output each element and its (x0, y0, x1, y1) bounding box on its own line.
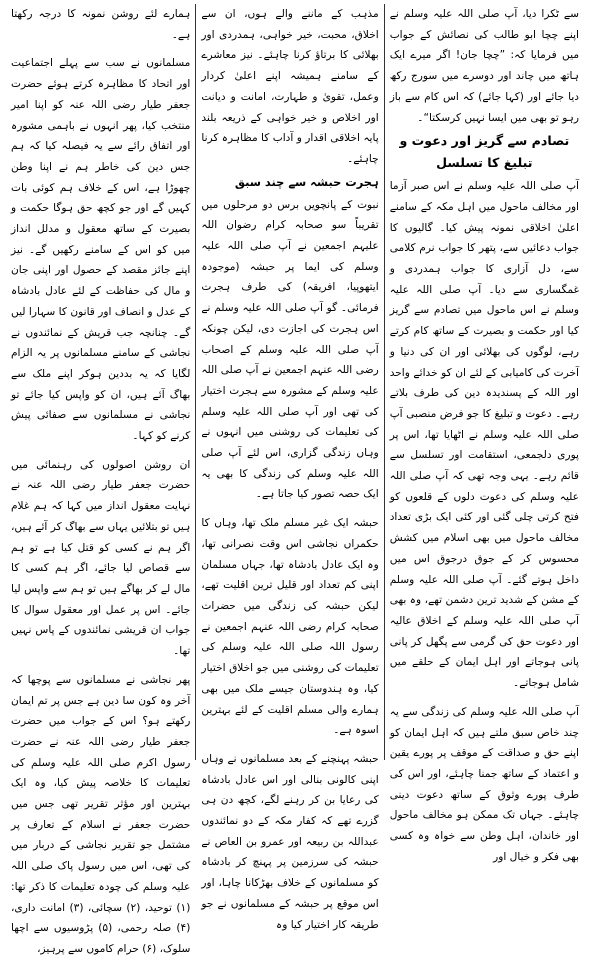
section-heading-avoiding-conflict: تصادم سے گریز اور دعوت و تبلیغ کا تسلسل (399, 133, 570, 171)
middle-column (196, 4, 383, 931)
paragraph-gap (201, 741, 378, 749)
left-column-paragraph-3: ان روشن اصولوں کی رہنمائی میں حضرت جعفر طیار رضی اللہ عنہ نے نہایت معقول انداز میں کہا کہ ہم غلام ہیں تو بتلائیں یہاں سے بھاگ کر آئے ہیں، اگر ہم نے کسی کو قتل کیا ہے تو ہم سے قصاص لیا جائے، اگر ہم کسی کا مال لے کر بھاگے ہیں تو ہم سے واپس لیا جائے۔ اس پر عمل اور معقول سوال کا جواب ان قریشی نمائندوں کے پاس نہیں تھا۔ (11, 458, 191, 658)
right-column-paragraph-1: سے ٹکرا دیا، آپ صلی اللہ علیہ وسلم نے اپنے چچا ابو طالب کی نصائش کے جواب میں فرمایا کہ: ”چچا جان! اگر میرے ایک ہاتھ میں چاند اور دوسرے میں سورج رکھ دیا جائے اور (کہا جائے) کہ اس کام سے باز رہو تو بھی میں ایسا نہیں کرسکتا“۔ (389, 8, 579, 124)
right-column (385, 4, 584, 863)
section-heading-hijrat-habsha: ہجرت حبشہ سے چند سبق (234, 174, 379, 189)
middle-column-paragraph-3: حبشہ ایک غیر مسلم ملک تھا، وہاں کا حکمراں نجاشی اس وقت نصرانی تھا، وہ ایک عادل بادشاہ تھا، جہاں مسلمان اپنی کم تعداد اور قلیل ترین اقلیت تھے، لیکن حبشہ کی زندگی میں حضرات صحابہ کرام رضی اللہ عنہم اجمعین نے رسول اللہ صلی اللہ علیہ وسلم کی تعلیمات کی روشنی میں جو اخلاق اختیار کیا، وہ ہندوستان جیسے ملک میں بھی ہمارے والی مسلم اقلیت کے لئے بہترین اسوہ ہے۔ (201, 517, 379, 737)
middle-column-paragraph-2: نبوت کے پانچویں برس دو مرحلوں میں تقریباً سو صحابہ کرام رضوان اللہ علیہم اجمعین نے آپ صلی اللہ علیہ وسلم کی ایما پر حبشہ (موجودہ ایتھوپیا، افریقہ) کی طرف ہجرت فرمائی۔ گو آپ صلی اللہ علیہ وسلم نے اس ہجرت کی اجازت دی، لیکن چونکہ آپ صلی اللہ علیہ وسلم کے اصحاب رضی اللہ عنہم اجمعین نے آپ صلی اللہ علیہ وسلم کے مشورہ سے ہجرت اختیار کی تھی اور آپ صلی اللہ علیہ وسلم کی تعلیمات کی روشنی میں انہوں نے وہاں زندگی گزاری، اس لئے آپ صلی اللہ علیہ وسلم کی زندگی کا بھی یہ ایک حصہ تصور کیا جاتا ہے۔ (201, 198, 379, 501)
middle-column-paragraph-4: حبشہ پہنچنے کے بعد مسلمانوں نے وہاں اپنی کالونی بنالی اور اس عادل بادشاہ کی رعایا بن کر رہنے لگے، کچھ دن ہی گزرے تھے کہ کفار مکہ کے دو نمائندوں عبداللہ بن ربیعہ اور عمرو بن العاص نے حبشہ کی سرزمین پر پہنچ کر بادشاہ کو مسلمانوں کے خلاف بھڑکانا چاہا، اور اس موقع پر حبشہ کے مسلمانوں نے جو طریقہ کار اختیار کیا وہ (201, 752, 379, 931)
paragraph-gap (390, 694, 579, 702)
paragraph-gap (11, 447, 190, 455)
paragraph-gap (11, 662, 190, 670)
left-column-paragraph-4: پھر نجاشی نے مسلمانوں سے پوچھا کہ آخر وہ کون سا دین ہے جس پر تم ایمان رکھتے ہو؟ اس کے جواب میں حضرت جعفر طیار رضی اللہ عنہ نے حضرت رسول اکرم صلی اللہ علیہ وسلم کی تعلیمات کا خلاصہ پیش کیا، وہ ایک بہترین اور مؤثر تقریر تھی جس میں حضرت جعفر نے اسلام کے تعارف پر مشتمل جو تقریر نجاشی کے دربار میں کی تھی، اس میں رسول پاک صلی اللہ علیہ وسلم کی چودہ تعلیمات کا ذکر تھا: (۱) توحید، (۲) سچائی، (۳) امانت داری، (۴) صلہ رحمی، (۵) پڑوسیوں سے اچھا سلوک، (۶) حرام کاموں سے پرہیز، (11, 673, 191, 955)
left-column (6, 4, 195, 955)
left-column-paragraph-2: مسلمانوں نے سب سے پہلے اجتماعیت اور اتحاد کا مظاہرہ کرتے ہوئے حضرت جعفر طیار رضی اللہ عنہ کو اپنا امیر منتخب کیا، پھر انہوں نے باہمی مشورہ اور اتفاق رائے سے یہ فیصلہ کیا کہ ہم جس دین کی خاطر ہم نے اپنا وطن چھوڑا ہے، اس کے خلاف ہم کوئی بات کہیں گے اور جو کچھ حق ہوگا حکمت و بصیرت کے ساتھ معقول و مدلل انداز میں کو اس کے سامنے رکھیں گے۔ نیز اپنے جائز مقصد کے حصول اور اپنی جان و مال کی حفاظت کے لئے عادل بادشاہ کے عدل و انصاف اور قانون کا سہارا لیں گے۔ چنانچہ جب قریش کے نمائندوں نے نجاشی کے سامنے مسلمانوں پر یہ الزام لگایا کہ یہ بددین ہوکر اپنے ملک سے بھاگ آئے ہیں، ان کو واپس کیا جائے تو نجاشی نے مسلمانوں سے صفائی پیش کرنے کو کہا۔ (11, 57, 191, 443)
right-column-paragraph-3: آپ صلی اللہ علیہ وسلم کی زندگی سے یہ چند خاص سبق ملتے ہیں کہ اہل ایمان کو اپنے حق و صداقت کے موقف پر پورے یقین و اعتماد کے ساتھ جمنا چاہئے، اور اس کی طرف پورے وثوق کے ساتھ دعوت دینی چاہئے۔ جہاں تک ممکن ہو مخالف ماحول اور خاندان، اہل وطن سے خواہ وہ کسی بھی فکر و خیال اور (389, 705, 579, 863)
right-column-paragraph-2: آپ صلی اللہ علیہ وسلم نے اس صبر آزما اور مخالف ماحول میں اہل مکہ کے سامنے اعلیٰ اخلاقی نمونہ پیش کیا۔ گالیوں کا جواب دعائیں سے، پتھر کا جواب نرم کلامی سے، دل آزاری کا جواب ہمدردی و غمگساری سے دیا۔ آپ صلی اللہ علیہ وسلم نے اس ماحول میں تصادم سے گریز کیا اور حکمت و بصیرت کے ساتھ کام کرتے رہے، لوگوں کی بھلائی اور ان کی دنیا و آخرت کی کامیابی کے لئے ان کو خدائے واحد اور اللہ کے پسندیدہ دین کی طرف بلاتے رہے۔ دعوت و تبلیغ کا جو فرض منصبی آپ صلی اللہ علیہ وسلم نے اٹھایا تھا، اس پر پوری دلجمعی، استقامت اور تسلسل سے قائم رہے۔ یہی وجہ تھی کہ آپ صلی اللہ علیہ وسلم کی دعوت دلوں کے قلعوں کو فتح کرتی چلی گئی اور کئی ایک بڑی تعداد مخالف ماحول میں بھی اسلام میں کشش محسوس کر کے جوق درجوق اس میں داخل ہوتے گئے۔ آپ صلی اللہ علیہ وسلم کے مشن کے شدید ترین دشمن تھے، وہ بھی آپ صلی اللہ علیہ وسلم کے اخلاق عالیہ اور دعوت حق کی گرمی سے پگھل کر پانی پانی ہوجاتے اور اہل ایمان کے حلقے میں شامل ہوجاتے۔ (389, 180, 579, 690)
middle-column-paragraph-1: مذہب کے ماننے والے ہوں، ان سے اخلاق، محبت، خیر خواہی، ہمدردی اور بھلائی کا برتاؤ کرنا چاہئے۔ نیز معاشرے کے سامنے ہمیشہ اپنے اعلیٰ کردار وعمل، تقویٰ و طہارت، امانت و دیانت اور اخلاص و خیر خواہی کے ذریعہ بلند پایہ اخلاقی اقدار و آداب کا مظاہرہ کرنا چاہئے۔ (201, 8, 379, 165)
paragraph-gap (201, 505, 378, 513)
left-column-paragraph-1: ہمارے لئے روشن نمونہ کا درجہ رکھتا ہے۔ (11, 8, 191, 41)
paragraph-gap (11, 45, 190, 53)
